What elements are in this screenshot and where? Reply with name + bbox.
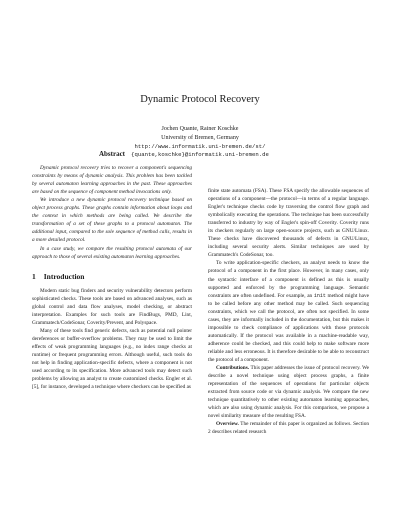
left-column (32, 150, 192, 391)
abstract-body (32, 164, 192, 261)
run-in-heading: Overview. (216, 421, 239, 428)
body-paragraph: finite state automata (FSA). These FSA specify the allowable sequences of operations of a component—the protocol—in terms of a regular language. Engler's technique checks code by traversing the control flow graph and symbolically executing the operations. The technique has been successfully transferred to industry by way of Engler's spin-off Coverity. Coverity runs its checkers regularly on large open-source projects, such as GNU/Linux. These checks have discovered thousands of defects in GNU/Linux, including several security alerts. Similar techniques are used by Grammatech's CodeSonar, too. (208, 188, 369, 259)
paragraph-text: The remainder of this paper is organized as follows. Section 2 describes related research (208, 421, 369, 436)
author-url[interactable]: http://www.informatik.uni-bremen.de/st/ (134, 142, 266, 150)
paragraph-text: This paper addresses the issue of protocol recovery. We describe a novel technique using object process graphs, a finite representation of the sequences of operations for particular objects extracted from source code or via dynamic analysis. We compare the new technique quantitatively to other existing automaton learning approaches, which are also using dynamic analysis. For this comparison, we propose a novel similarity measure of the resulting FSA. (208, 365, 369, 420)
abstract-paragraph: Dynamic protocol recovery tries to recover a component's sequencing constraints by means of dynamic analysis. This problem has been tackled by several automaton learning approaches in the past. These approaches are based on the sequence of component method invocations only. (32, 165, 192, 196)
body-paragraph (208, 420, 369, 436)
paragraph-text: method might have to be called before any other method may be called. Such sequencing constraints, which we call the protocol, are often not specified. In some cases, they are informally included in the documentation, but this makes it impossible to check compliance of applications with those protocols automatically. If the protocol was available in a machine-readable way, adherence could be checked, and this could help to make software more reliable and less erroneous. It is therefore desirable to be able to reconstruct the protocol of a component. (208, 292, 369, 363)
body-paragraph: Modern static bug finders and security vulnerability detectors perform sophisticated checks. These tools are based on advanced analyses, such as global control and data flow analyses, model checking, or abstract interpretation. Examples for such tools are FindBugs, PMD, Lint, Grammatech/CodeSonar, Coverity/Prevent, and Polyspace. (32, 287, 192, 326)
body-paragraph (208, 364, 369, 420)
abstract-paragraph: In a case study, we compare the resulting protocol automata of our approach to those of several existing automaton learning approaches. (32, 245, 192, 260)
right-column (208, 187, 369, 436)
abstract-heading: Abstract (98, 150, 126, 158)
abstract-paragraph: We introduce a new dynamic protocol recovery technique based on object process graphs. These graphs contain information about loops and the context in which methods are being called. We describe the transformation of a set of these graphs to a protocol automaton. The additional input, compared to the sole sequence of method calls, results in a more detailed protocol. (32, 197, 192, 244)
body-paragraph: Many of these tools find generic defects, such as potential null pointer dereferences or buffer-overflow problems. They may be used to limit the effects of weak programming languages (e.g., no index range checks at runtime) or frequent programming errors. Although useful, such tools do not help in finding application-specific defects, where a component is not used according to its specification. More advanced tools may detect such problems by allowing an analyst to create customized checks. Engler et al. [5], for instance, developed a technique where checkers can be specified as (32, 327, 192, 391)
paper-title: Dynamic Protocol Recovery (140, 94, 260, 105)
author-names: Jochen Quante, Rainer Koschke (161, 126, 239, 132)
paragraph-text: To write application-specific checkers, an analyst needs to know the protocol of a component in the first place. However, in many cases, only the syntactic interface of a component is defined as this is usually supported and enforced by the programming language. Semantic constraints are often undefined. For example, an (208, 260, 369, 299)
author-affiliation: University of Bremen, Germany (161, 134, 239, 141)
run-in-heading: Contributions. (216, 365, 250, 372)
section-heading-introduction (32, 273, 192, 281)
section-number: 1 (32, 271, 36, 281)
section-title: Introduction (43, 271, 85, 281)
body-paragraph (208, 259, 369, 364)
code-token: init (313, 292, 326, 299)
author-email[interactable]: {quante,koschke}@informatik.uni-bremen.de (131, 151, 269, 159)
